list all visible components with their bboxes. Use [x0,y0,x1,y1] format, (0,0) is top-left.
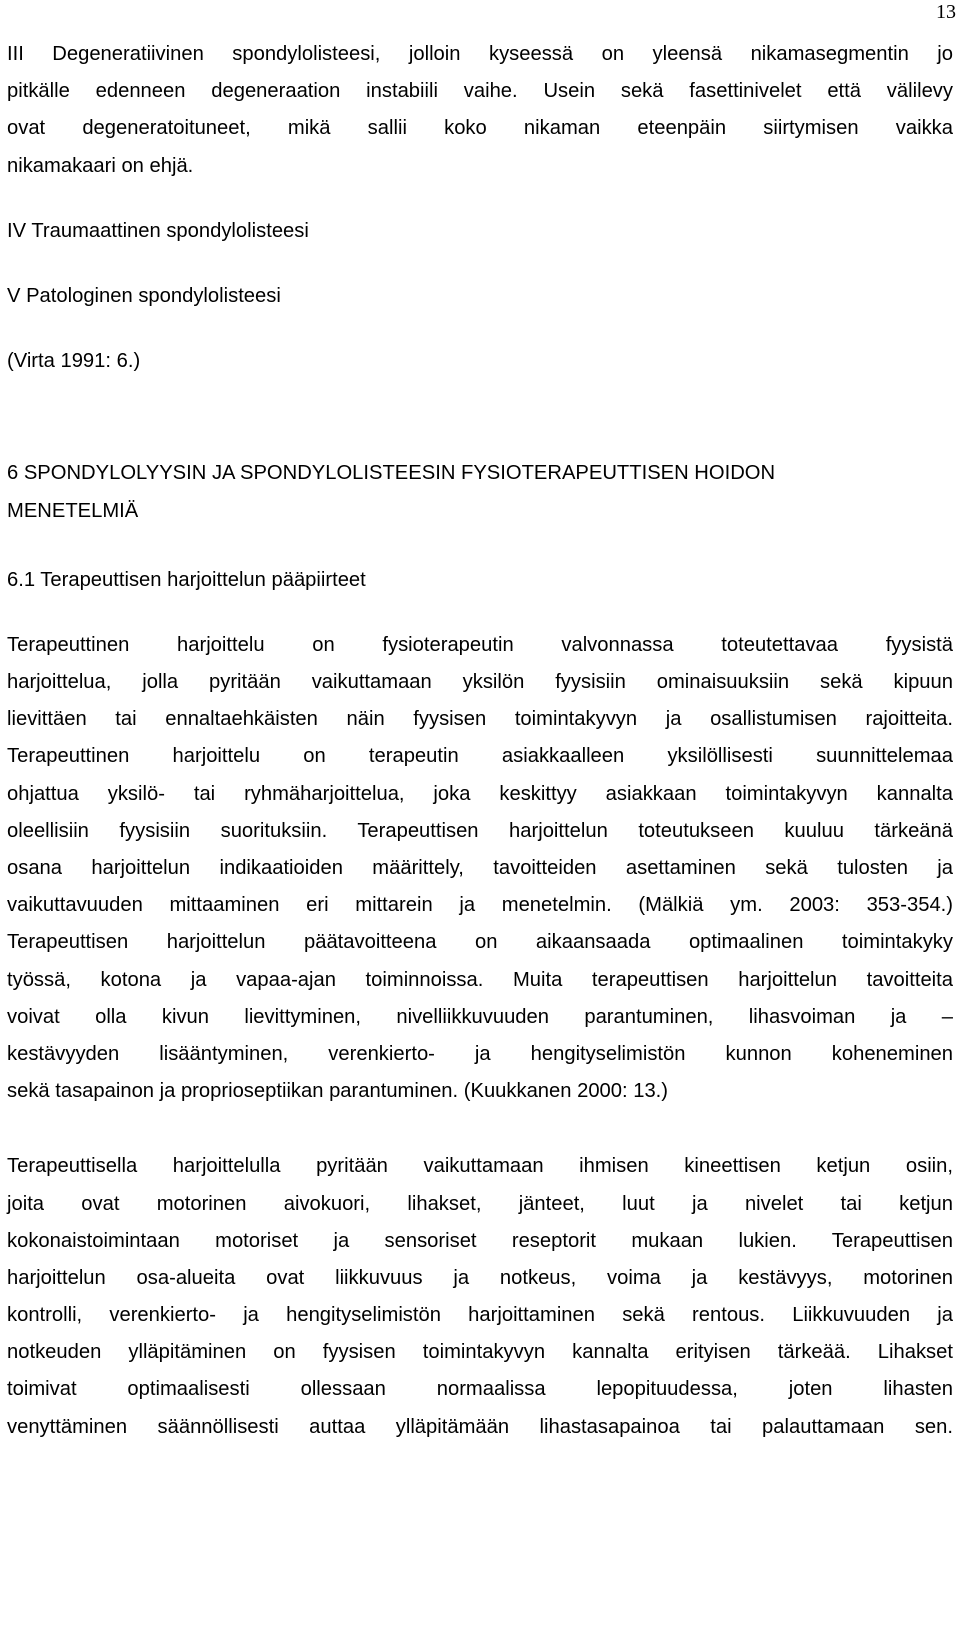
text-line: työssä, kotona ja vapaa-ajan toiminnoissa. Muita terapeuttisen harjoittelun tavoitteita [7,968,953,991]
section-iii-paragraph [7,36,953,185]
section-iv-heading [7,213,953,250]
text-line: (Virta 1991: 6.) [7,350,141,373]
text-line: oleellisiin fyysisiin suorituksiin. Terapeuttisen harjoittelun toteutukseen kuuluu tärkeänä [7,819,953,842]
document-body [7,36,953,1446]
text-line: nikamakaari on ehjä. [7,154,194,177]
text-line: ohjattua yksilö- tai ryhmäharjoittelua, joka keskittyy asiakkaan toimintakyvyn kannalta [7,782,953,805]
subheading [7,562,953,599]
text-line: kestävyyden lisääntyminen, verenkierto- ja hengityselimistön kunnon koheneminen [7,1042,953,1065]
text-line: Terapeuttisen harjoittelun päätavoitteena on aikaansaada optimaalinen toimintakyky [7,931,953,954]
text-line: III Degeneratiivinen spondylolisteesi, jolloin kyseessä on yleensä nikamasegmentin jo [7,43,953,65]
text-line: notkeuden ylläpitäminen on fyysisen toimintakyvyn kannalta erityisen tärkeää. Lihakset [7,1341,953,1364]
text-line: IV Traumaattinen spondylolisteesi [7,219,309,242]
text-line: 6 SPONDYLOLYYSIN JA SPONDYLOLISTEESIN FYSIOTERAPEUTTISEN HOIDON [7,462,776,485]
text-line: osana harjoittelun indikaatioiden määrittely, tavoitteiden asettaminen sekä tulosten ja [7,857,953,879]
text-line: kokonaistoimintaan motoriset ja sensoriset reseptorit mukaan lukien. Terapeuttisen [7,1229,953,1252]
text-line: joita ovat motorinen aivokuori, lihakset, jänteet, luut ja nivelet tai ketjun [7,1192,953,1215]
text-line: 6.1 Terapeuttisen harjoittelun pääpiirteet [7,568,366,591]
text-line: ovat degeneratoituneet, mikä sallii koko nikaman eteenpäin siirtymisen vaikka [7,117,953,140]
text-line: harjoittelun osa-alueita ovat liikkuvuus ja notkeus, voima ja kestävyys, motorinen [7,1266,953,1289]
text-line: voivat olla kivun lievittyminen, nivelliikkuvuuden parantuminen, lihasvoiman ja – [7,1005,953,1028]
chapter-heading [7,455,953,529]
text-line: pitkälle edenneen degeneraation instabiili vaihe. Usein sekä fasettinivelet että välilevy [7,80,953,103]
text-line: sekä tasapainon ja proprioseptiikan parantuminen. (Kuukkanen 2000: 13.) [7,1080,669,1103]
text-line: MENETELMIÄ [7,499,139,522]
text-line: lievittäen tai ennaltaehkäisten näin fyysisen toimintakyvyn ja osallistumisen rajoitteita. [7,708,953,731]
text-line: toimivat optimaalisesti ollessaan normaalissa lepopituudessa, joten lihasten [7,1378,953,1401]
page-number: 13 [936,1,956,23]
section-v-heading [7,278,953,315]
text-line: Terapeuttinen harjoittelu on fysioterapeutin valvonnassa toteutettavaa fyysistä [7,633,953,656]
text-line: Terapeuttinen harjoittelu on terapeutin asiakkaalleen yksilöllisesti suunnittelemaa [7,745,953,768]
body-paragraph-1 [7,627,953,1110]
text-line: vaikuttavuuden mittaaminen eri mittarein ja menetelmin. (Mälkiä ym. 2003: 353-354.) [7,894,953,917]
text-line: V Patologinen spondylolisteesi [7,284,281,307]
text-line: harjoittelua, jolla pyritään vaikuttamaan yksilön fyysisiin ominaisuuksiin sekä kipuun [7,671,953,694]
body-paragraph-2 [7,1148,953,1446]
text-line: venyttäminen säännöllisesti auttaa ylläpitämään lihastasapainoa tai palauttamaan sen. [7,1415,953,1438]
citation [7,343,953,380]
text-line: kontrolli, verenkierto- ja hengityselimistön harjoittaminen sekä rentous. Liikkuvuuden ja [7,1304,953,1327]
text-line: Terapeuttisella harjoittelulla pyritään vaikuttamaan ihmisen kineettisen ketjun osiin, [7,1155,953,1178]
